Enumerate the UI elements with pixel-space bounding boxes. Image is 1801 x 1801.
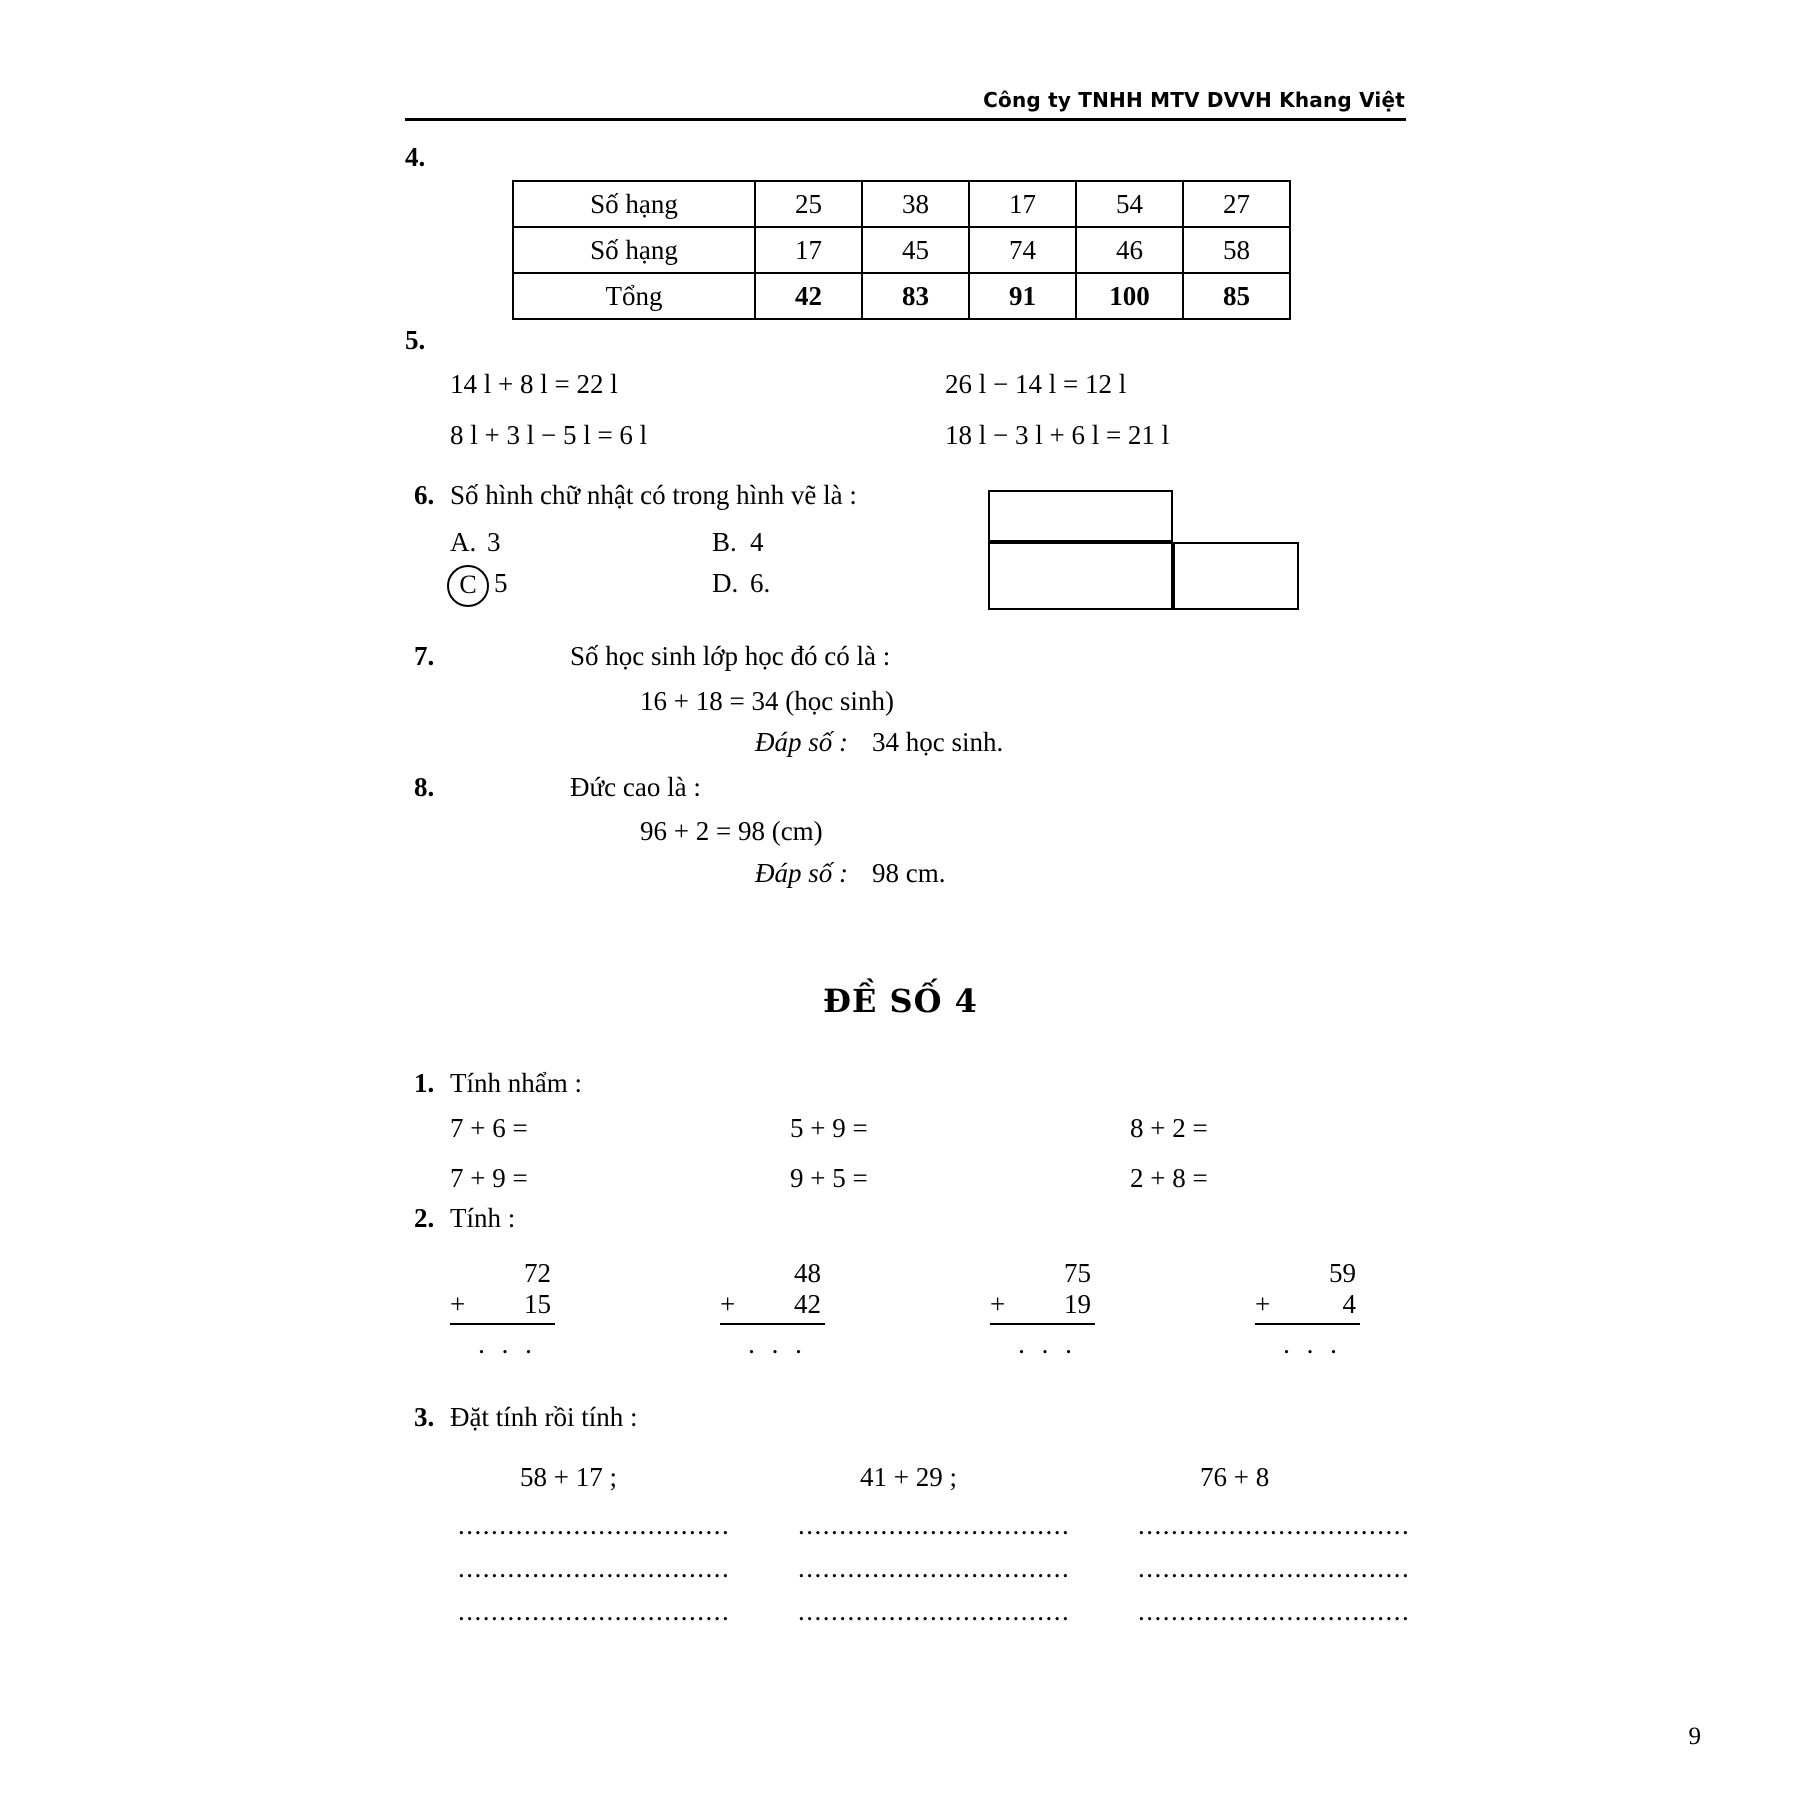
plus-sign-icon: + — [450, 1289, 466, 1319]
answer-dotted-line[interactable]: ................................. — [1138, 1510, 1411, 1540]
answer-dotted-line[interactable]: ................................. — [458, 1553, 731, 1583]
vertical-sum-bottom: 15 — [524, 1289, 551, 1319]
vertical-sum-result: . . . — [1018, 1329, 1077, 1359]
plus-sign-icon: + — [990, 1289, 1006, 1319]
exercise-6-label: 6. — [414, 480, 435, 510]
vertical-sum-bar — [990, 1323, 1095, 1325]
vertical-sum-bottom: 4 — [1342, 1289, 1356, 1319]
exercise-7-label: 7. — [414, 641, 435, 671]
de4-exercise-3-label: 3. — [414, 1402, 435, 1432]
answer-dotted-line[interactable]: ................................. — [458, 1596, 731, 1626]
exercise-6-option-b-value: 4 — [750, 527, 764, 557]
vertical-sum-result: . . . — [1283, 1329, 1342, 1359]
vertical-sum-bar — [450, 1323, 555, 1325]
vertical-sum-top: 48 — [794, 1258, 821, 1288]
answer-dotted-line[interactable]: ................................. — [1138, 1553, 1411, 1583]
answer-dotted-line[interactable]: ................................. — [798, 1553, 1071, 1583]
de4-ex1-item: 2 + 8 = — [1130, 1163, 1208, 1193]
table-cell: 17 — [755, 227, 862, 273]
rectangles-figure — [988, 490, 1308, 620]
exercise-6-option-a-value: 3 — [487, 527, 501, 557]
de4-ex3-item: 58 + 17 ; — [520, 1462, 617, 1492]
exercise-6-option-c-value: 5 — [494, 568, 508, 598]
exercise-8-label: 8. — [414, 772, 435, 802]
plus-sign-icon: + — [720, 1289, 736, 1319]
vertical-sum-result: . . . — [748, 1329, 807, 1359]
table-cell: 17 — [969, 181, 1076, 227]
de4-exercise-2-title: Tính : — [450, 1203, 516, 1233]
exercise-6-option-d-key: D. — [712, 568, 739, 598]
page-number: 9 — [1688, 1723, 1701, 1750]
vertical-sum-4 — [1255, 1258, 1360, 1360]
table-cell: 38 — [862, 181, 969, 227]
de4-ex1-item: 7 + 6 = — [450, 1113, 528, 1143]
figure-rect-bottom-left — [988, 542, 1173, 610]
table-cell: 54 — [1076, 181, 1183, 227]
vertical-sum-1 — [450, 1258, 555, 1360]
table-cell: 91 — [969, 273, 1076, 319]
exercise-5-equation-4: 18 l − 3 l + 6 l = 21 l — [945, 420, 1170, 450]
vertical-sum-top: 59 — [1329, 1258, 1356, 1288]
de4-exercise-3-title: Đặt tính rồi tính : — [450, 1402, 638, 1432]
de4-exercise-2-label: 2. — [414, 1203, 435, 1233]
de4-ex1-item: 7 + 9 = — [450, 1163, 528, 1193]
exercise-6-question: Số hình chữ nhật có trong hình vẽ là : — [450, 480, 857, 510]
vertical-sum-bar — [1255, 1323, 1360, 1325]
vertical-sum-bottom: 19 — [1064, 1289, 1091, 1319]
header-divider — [405, 118, 1406, 121]
vertical-sum-3 — [990, 1258, 1095, 1360]
exercise-5-equation-3: 8 l + 3 l − 5 l = 6 l — [450, 420, 648, 450]
table-cell: 58 — [1183, 227, 1290, 273]
exercise-7-line-1: Số học sinh lớp học đó có là : — [570, 641, 891, 671]
exercise-6-option-a-key: A. — [450, 527, 477, 557]
table-row-header: Tổng — [513, 273, 755, 319]
table-cell: 74 — [969, 227, 1076, 273]
table-cell: 25 — [755, 181, 862, 227]
exercise-8-line-1: Đức cao là : — [570, 772, 701, 802]
table-cell: 46 — [1076, 227, 1183, 273]
answer-dotted-line[interactable]: ................................. — [458, 1510, 731, 1540]
answer-dotted-line[interactable]: ................................. — [1138, 1596, 1411, 1626]
de4-ex1-item: 9 + 5 = — [790, 1163, 868, 1193]
exercise-6-option-c-key: C — [447, 565, 489, 607]
addition-table — [512, 180, 1291, 320]
table-row — [513, 273, 1290, 319]
exercise-6-option-d-value: 6. — [750, 568, 771, 598]
vertical-sum-top: 72 — [524, 1258, 551, 1288]
exercise-4-label: 4. — [405, 142, 426, 172]
de4-ex1-item: 5 + 9 = — [790, 1113, 868, 1143]
exercise-7-line-2: 16 + 18 = 34 (học sinh) — [640, 686, 894, 716]
table-row — [513, 181, 1290, 227]
table-cell: 85 — [1183, 273, 1290, 319]
answer-dotted-line[interactable]: ................................. — [798, 1510, 1071, 1540]
de4-exercise-1-label: 1. — [414, 1068, 435, 1098]
de4-ex3-item: 76 + 8 — [1200, 1462, 1270, 1492]
vertical-sum-bottom: 42 — [794, 1289, 821, 1319]
de4-ex3-item: 41 + 29 ; — [860, 1462, 957, 1492]
exercise-7-answer-label: Đáp số : — [755, 727, 848, 757]
plus-sign-icon: + — [1255, 1289, 1271, 1319]
exercise-5-equation-1: 14 l + 8 l = 22 l — [450, 369, 618, 399]
exercise-8-answer-label: Đáp số : — [755, 858, 848, 888]
table-row-header: Số hạng — [513, 181, 755, 227]
table-cell: 27 — [1183, 181, 1290, 227]
table-row-header: Số hạng — [513, 227, 755, 273]
vertical-sum-2 — [720, 1258, 825, 1360]
table-cell: 45 — [862, 227, 969, 273]
de4-exercise-1-title: Tính nhẩm : — [450, 1068, 582, 1098]
table-cell: 100 — [1076, 273, 1183, 319]
answer-dotted-line[interactable]: ................................. — [798, 1596, 1071, 1626]
exercise-8-answer-value: 98 cm. — [872, 858, 946, 888]
de4-ex1-item: 8 + 2 = — [1130, 1113, 1208, 1143]
figure-rect-bottom-right — [1173, 542, 1299, 610]
table-row — [513, 227, 1290, 273]
table-cell: 83 — [862, 273, 969, 319]
vertical-sum-result: . . . — [478, 1329, 537, 1359]
vertical-sum-top: 75 — [1064, 1258, 1091, 1288]
table-cell: 42 — [755, 273, 862, 319]
exercise-6-option-b-key: B. — [712, 527, 737, 557]
exercise-7-answer-value: 34 học sinh. — [872, 727, 1004, 757]
exercise-5-label: 5. — [405, 325, 426, 355]
figure-rect-top-left — [988, 490, 1173, 542]
exercise-5-equation-2: 26 l − 14 l = 12 l — [945, 369, 1127, 399]
section-title: ĐỀ SỐ 4 — [823, 982, 978, 1020]
vertical-sum-bar — [720, 1323, 825, 1325]
page-header-company: Công ty TNHH MTV DVVH Khang Việt — [983, 88, 1405, 112]
exercise-8-line-2: 96 + 2 = 98 (cm) — [640, 816, 823, 846]
